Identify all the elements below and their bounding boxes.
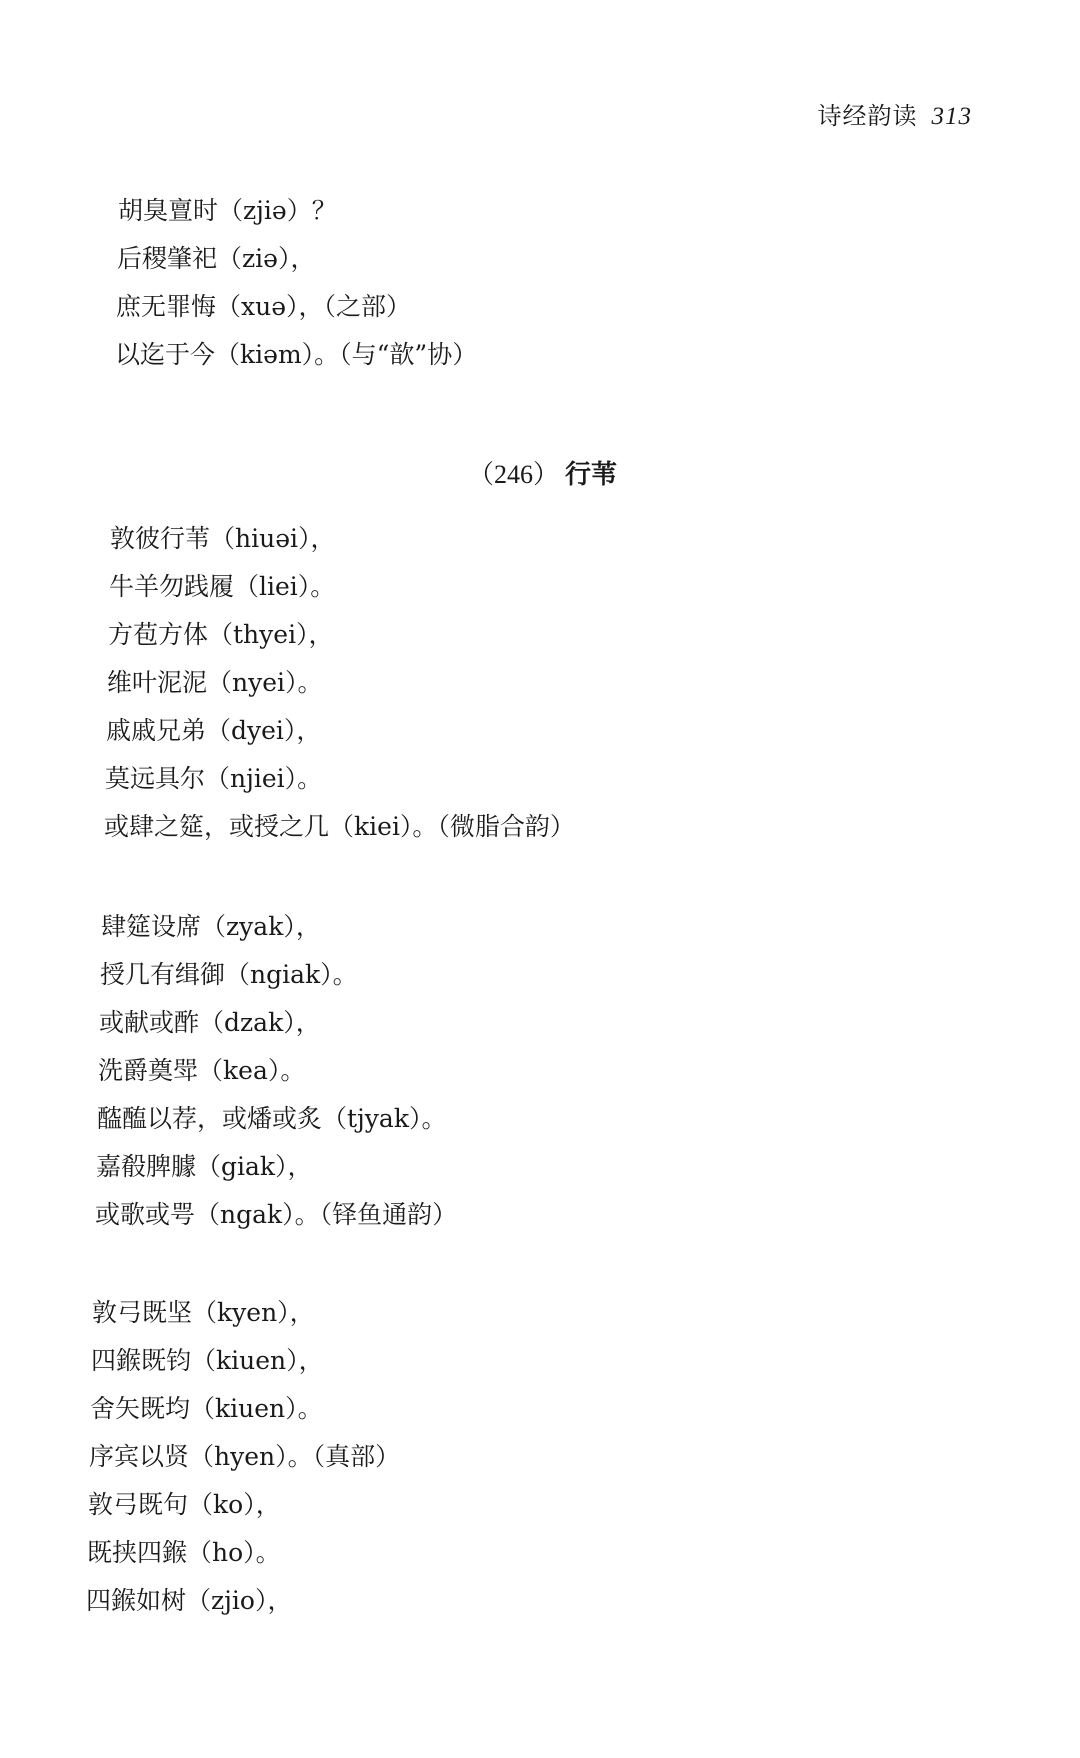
poem-title: 行苇 — [565, 460, 618, 490]
verse-line: 胡臭亶时（zjiə）？ — [118, 196, 337, 225]
verse-line: 庶无罪悔（xuə），（之部） — [116, 292, 411, 321]
verse-line: 序宾以贤（hyen）。（真部） — [89, 1442, 401, 1471]
verse-line: 洗爵奠斝（kea）。 — [98, 1056, 306, 1085]
verse-line: 敦弓既句（ko）， — [88, 1490, 281, 1519]
verse-line: 舍矢既均（kiuen）。 — [90, 1394, 323, 1423]
verse-line: 四鍭如树（zjio）， — [86, 1586, 293, 1615]
verse-line: 四鍭既钧（kiuen）， — [91, 1346, 324, 1375]
verse-line: 嘉殽脾臄（giak）， — [96, 1152, 313, 1181]
verse-line: 醓醢以荐，或燔或炙（tjyak）。 — [97, 1104, 447, 1133]
verse-line: 戚戚兄弟（dyei）， — [106, 716, 322, 745]
verse-line: 或肆之筵，或授之几（kiei）。（微脂合韵） — [104, 812, 575, 841]
verse-line: 方苞方体（thyei）， — [108, 620, 334, 649]
poem-heading — [468, 462, 617, 488]
running-title: 诗经韵读 — [817, 102, 918, 130]
running-header — [818, 96, 973, 131]
verse-line: 授几有缉御（ngiak）。 — [100, 960, 358, 989]
verse-line: 后稷肇祀（ziə）， — [117, 244, 316, 273]
verse-line: 或歌或咢（ngak）。（铎鱼通韵） — [95, 1200, 458, 1229]
verse-line: 莫远具尔（njiei）。 — [105, 764, 323, 793]
verse-line: 敦弓既坚（kyen）， — [92, 1298, 315, 1327]
verse-line: 牛羊勿践履（liei）。 — [109, 572, 336, 601]
verse-line: 以迄于今（kiəm）。（与“歆”协） — [115, 340, 478, 369]
verse-line: 既挟四鍭（ho）。 — [87, 1538, 281, 1567]
verse-line: 或献或酢（dzak）， — [99, 1008, 321, 1037]
verse-line: 维叶泥泥（nyei）。 — [107, 668, 323, 697]
page-number: 313 — [931, 103, 972, 130]
poem-number: （246） — [468, 460, 560, 489]
verse-line: 敦彼行苇（hiuəi）， — [110, 524, 336, 553]
verse-line: 肆筵设席（zyak）， — [101, 912, 321, 941]
